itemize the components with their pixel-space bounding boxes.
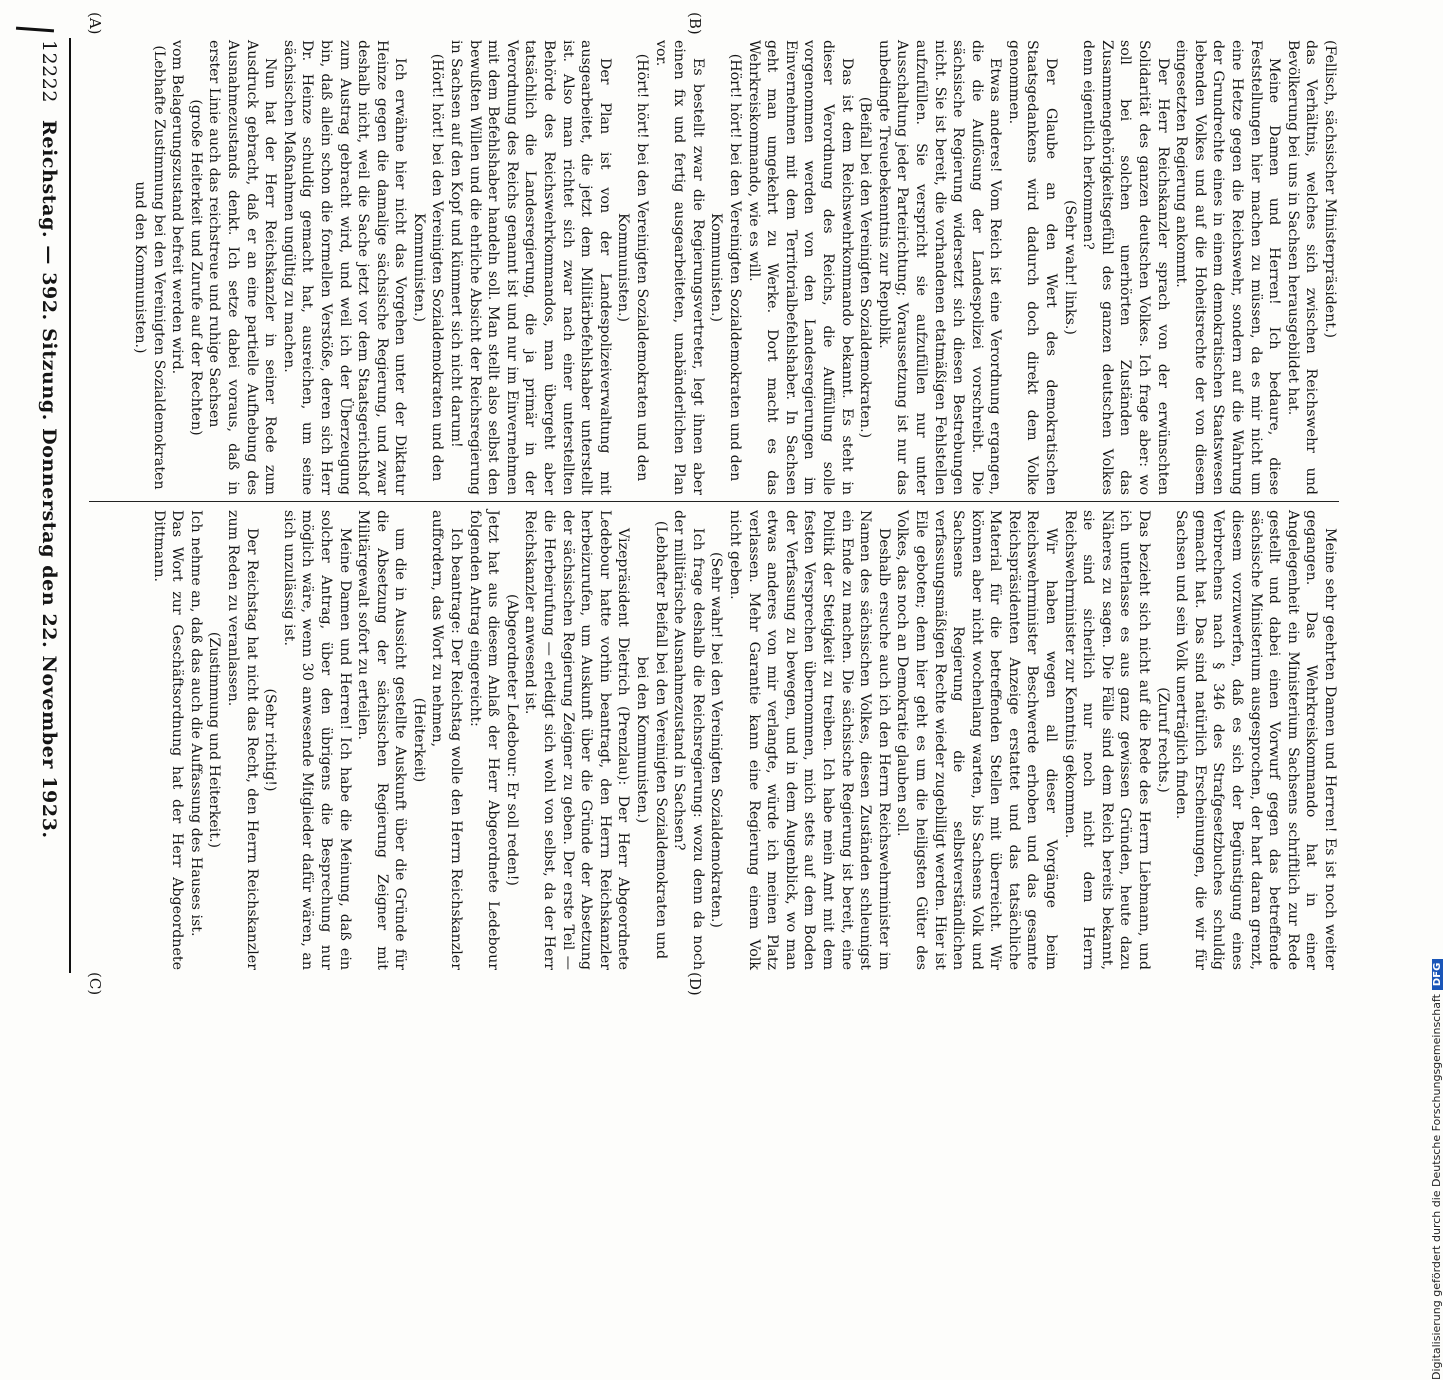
paragraph: Der Glaube an den Wert des demokratischen Staatsgedankens wird dadurch doch direkt dem Volke genommen. xyxy=(1005,40,1060,495)
paragraph: um die in Aussicht gestellte Auskunft über die Gründe für die Absetzung der sächsischen Regierung Zeigner mit Militärgewalt sofort zu erteilen. xyxy=(355,510,409,970)
paragraph: Wir haben wegen all dieser Vorgänge beim Reichswehrminister Beschwerde erhoben und das gesamte Reichspräsidenten Anzeige erstattet und das tatsächliche Material für die betreffenden Stellen mit überreicht. Wir können aber nicht wochenlang warten, bis Sachsens Volk und Sachsens Regierung die selbstverständlichen verfassungsmäßigen Rechte wieder zugebilligt werden. Hier ist Eile geboten; denn hier geht es um die heiligsten Güter des Volkes, das noch an Demokratie glauben soll. xyxy=(894,510,1060,970)
dfg-logo: DFG xyxy=(1432,959,1443,990)
paragraph: Ich erwähne hier nicht das Vorgehen unter der Diktatur Heinze gegen die damalige sächsische Regierung, und zwar deshalb nicht, weil die Sache jetzt vor dem Staatsgerichtshof zum Austrag gebracht wird, und weil ich der Überzeugung bin, daß allein schon die formellen Verstöße, deren sich Herr Dr. Heinze schuldig gemacht hat, ausreichen, um seine sächsischen Maßnahmen ungültig zu machen. xyxy=(280,40,409,495)
paragraph: Das Wort zur Geschäftsordnung hat der Herr Abgeordnete Dittmann. xyxy=(150,510,186,970)
paragraph: (Sehr wahr! links.) xyxy=(1061,200,1078,335)
digitization-credit xyxy=(1430,959,1443,1380)
paragraph: (Hört! hört! bei den Vereinigten Sozialdemokraten und den Kommunisten.) xyxy=(708,53,743,482)
text-column-right xyxy=(79,510,1339,970)
paragraph: (Zuruf rechts.) xyxy=(1154,687,1171,793)
header-rule xyxy=(69,38,71,973)
paragraph: Nun hat der Herr Reichskanzler in seiner Rede zum Ausdruck gebracht, daß er an eine partielle Aufhebung des Ausnahmezustands denkt. Ich setze dabei voraus, daß in erster Linie auch das reichstreue und ruhige Sachsen xyxy=(206,40,279,495)
paragraph: (Lebhafte Zustimmung bei den Vereinigten Sozialdemokraten und den Kommunisten.) xyxy=(132,45,167,490)
paragraph: Ich frage deshalb die Reichsregierung: wozu denn da noch der militärische Ausnahmezustand in Sachsen? xyxy=(671,510,706,970)
paragraph: Etwas anderes! Vom Reich ist eine Verordnung ergangen, die die Auflösung der Landespolizei vorschreibt. Die sächsische Regierung widersetzt sich diesen Bestrebungen nicht. Sie ist bereit, die vorhandenen etatmäßigen Fehlstellen aufzufüllen. Sie verspricht sie aufzufüllen nur unter Ausschaltung jeder Parteirichtung; Voraussetzung ist nur das unbedingte Treuebekenntnis zur Republik. xyxy=(875,40,1004,495)
paragraph: Das bezieht sich nicht auf die Rede des Herrn Liebmann, und ich unterlasse es aus ganz gewissen Gründen, heute dazu Näheres zu sagen. Die Fälle sind dem Reich bereits bekannt, sie sind sicherlich nur noch nicht dem Herrn Reichswehrminister zur Kenntnis gekommen. xyxy=(1061,510,1153,970)
page-title: Reichstag. — 392. Sitzung. Donnerstag den 22. November 1923. xyxy=(38,120,60,839)
paragraph: (Heiterkeit) xyxy=(410,697,427,783)
page-number: 12222 xyxy=(38,40,60,103)
paragraph: Es bestellt zwar die Regierungsvertreter, legt ihnen aber einen fix und fertig ausgearbeiteten, unabänderlichen Plan vor. xyxy=(652,40,706,495)
margin-marker-c: (C) xyxy=(86,972,104,996)
page-header xyxy=(34,40,64,970)
paragraph: Meine Damen und Herren! Ich bedaure, diese Feststellungen hier machen zu müssen, da es mir nicht um eine Hetze gegen die Reichswehr, sondern auf die Wahrung der Grundrechte eines in einem demokratischen Staatswesen lebenden Volkes und auf die Hoheitsrechte der von diesem eingesetzten Regierung ankommt. xyxy=(1173,40,1283,495)
paragraph: Deshalb ersuche auch ich den Herrn Reichswehrminister im Namen des sächsischen Volkes, diesen Zuständen schleunigst ein Ende zu machen. Die sächsische Regierung ist bereit, eine Politik der Stetigkeit zu treiben. Ich habe mein Amt mit dem festen Versprechen übernommen, mich stets auf dem Boden der Verfassung zu bewegen, und in dem Augenblick, wo man etwas anderes von mir verlangte, würde ich meinen Platz verlassen. Mehr Garantie kann eine Regierung einem Volk nicht geben. xyxy=(727,510,892,970)
paragraph: (Fellisch, sächsischer Ministerpräsident.) xyxy=(1322,40,1338,339)
paragraph: Meine sehr geehrten Damen und Herren! Es ist noch weiter gegangen. Das Wehrkreiskommando hat in einer Angelegenheit ein Ministerium Sachsens schriftlich zur Rede gestellt und dabei einen Vorwurf gegen das betreffende sächsische Ministerium ausgesprochen, der hart daran grenzt, diesem vorzuwerfen, daß es sich der Begünstigung eines Verbrechens nach § 346 des Strafgesetzbuches schuldig gemacht hat. Das sind natürlich Erscheinungen, die wir für Sachsen und sein Volk unerträglich finden. xyxy=(1173,510,1338,970)
margin-marker-b: (B) xyxy=(686,12,704,35)
paragraph: (Zustimmung und Heiterkeit.) xyxy=(206,631,223,849)
margin-marker-d: (D) xyxy=(686,972,704,996)
paragraph: das Verhältnis, welches sich zwischen Reichswehr und Bevölkerung bei uns in Sachsen herausgebildet hat. xyxy=(1284,40,1320,495)
margin-pen-mark xyxy=(16,27,54,33)
paragraph: Ich nehme an, daß das auch die Auffassung des Hauses ist. xyxy=(187,510,204,937)
paragraph: Das ist dem Reichswehrkommando bekannt. Es steht in dieser Verordnung des Reichs, die Auffüllung solle vorgenommen werden von den Landesregierungen im Einvernehmen mit dem Territorialbefehlshaber. In Sachsen geht man umgekehrt zu Werke. Dort macht es das Wehrkreiskommando, wie es will. xyxy=(745,40,855,495)
paragraph: (Hört! hört! bei den Vereinigten Sozialdemokraten und den Kommunisten.) xyxy=(615,53,651,482)
paragraph: vom Belagerungszustand befreit werden wird. xyxy=(169,40,186,375)
paragraph: Der Reichstag hat nicht das Recht, den Herrn Reichskanzler zum Reden zu veranlassen. xyxy=(224,510,260,970)
paragraph: (Beifall bei den Vereinigten Sozialdemokraten.) xyxy=(857,96,874,439)
credit-text: Digitalisierung gefördert durch die Deutsche Forschungsgemeinschaft xyxy=(1430,994,1443,1380)
column-divider xyxy=(89,501,1339,502)
paragraph: (große Heiterkeit und Zurufe auf der Rechten) xyxy=(187,99,204,436)
text-column-left xyxy=(79,40,1339,495)
paragraph: (Lebhafter Beifall bei den Vereinigten Sozialdemokraten und bei den Kommunisten.) xyxy=(634,520,669,960)
paragraph: Vizepräsident Dietrich (Prenzlau): Der Herr Abgeordnete Ledebour hatte vorhin beantragt, den Herrn Reichskanzler herbeizurufen, um Auskunft über die Gründe der Absetzung der sächsischen Regierung Zeigner zu geben. Der erste Teil — die Herbeirufung — erledigt sich wohl von selbst, da der Herr Reichskanzler anwesend ist. xyxy=(522,510,632,970)
paragraph: (Sehr wahr! bei den Vereinigten Sozialdemokraten.) xyxy=(708,552,725,928)
paragraph: Jetzt hat aus diesem Anlaß der Herr Abgeordnete Ledebour folgenden Antrag eingereicht: xyxy=(466,510,502,970)
paragraph: Der Herr Reichskanzler sprach von der erwünschten Solidarität des ganzen deutschen Volkes. Ich frage aber: wo soll bei solchen unerhörten Zuständen das Zusammengehörigkeitsgefühl des ganzen deutschen Volkes denn eigentlich herkommen? xyxy=(1080,40,1171,495)
paragraph: (Sehr richtig!) xyxy=(262,688,279,792)
paragraph: Meine Damen und Herren! Ich habe die Meinung, daß ein solcher Antrag, über den übrigens die Besprechung nur möglich wäre, wenn 30 anwesende Mitglieder dafür wären, an sich unzulässig ist. xyxy=(280,510,353,970)
paragraph: Der Plan ist von der Landespolizeiverwaltung mit ausgearbeitet, die jetzt dem Militärbefehlshaber unterstellt ist. Also man richtet sich zwar nach einer unterstellten Behörde des Reichswehrkommandos, man übergeht aber tatsächlich die Landesregierung, die ja primär in der Verordnung des Reichs genannt ist und nur im Einvernehmen mit dem Befehlshaber handeln soll. Man stellt also selbst den bewußten Willen und die ehrliche Absicht der Reichsregierung in Sachsen auf den Kopf und kümmert sich nicht darum! xyxy=(448,40,613,495)
paragraph: (Hört! hört! bei den Vereinigten Sozialdemokraten und den Kommunisten.) xyxy=(410,53,446,482)
paragraph: (Abgeordneter Ledebour: Er soll reden!) xyxy=(503,594,520,886)
margin-marker-a: (A) xyxy=(86,12,104,35)
paragraph: Ich beantrage: Der Reichstag wolle den Herrn Reichskanzler auffordern, das Wort zu nehmen, xyxy=(429,510,465,970)
